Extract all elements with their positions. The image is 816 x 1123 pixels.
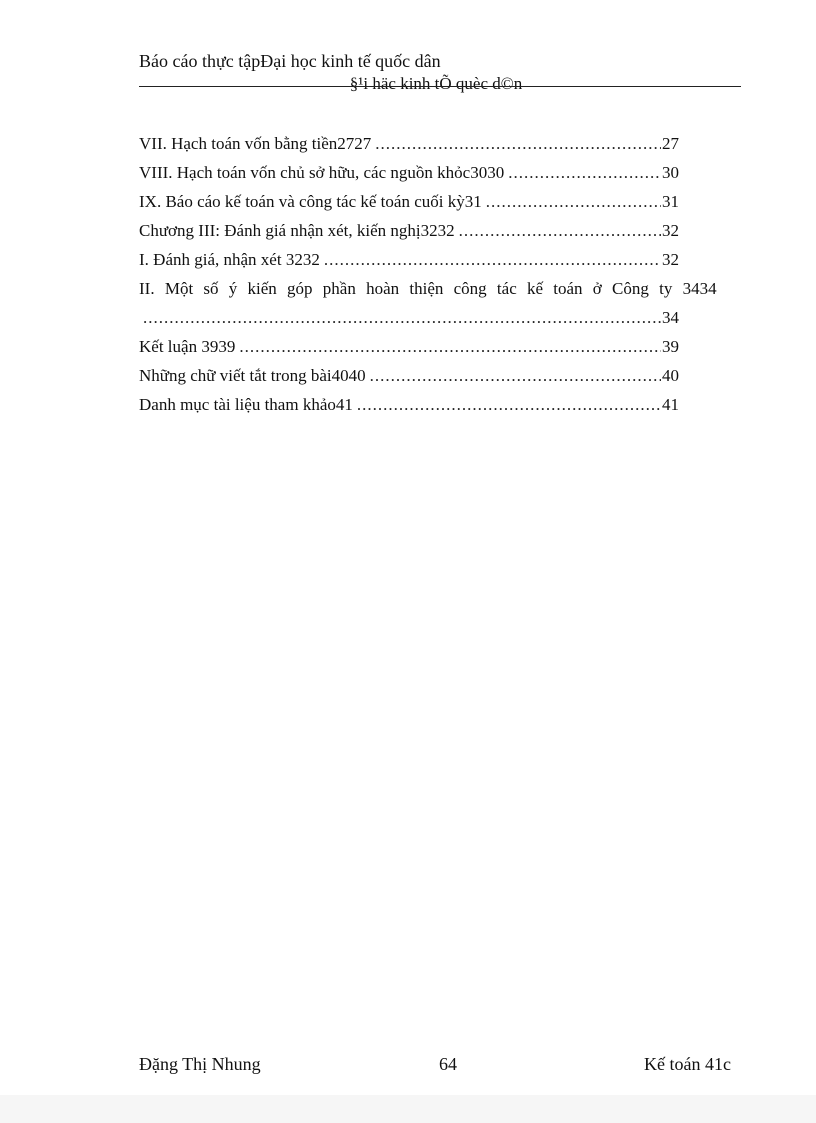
toc-entry-title: IX. Báo cáo kế toán và công tác kế toán cuối kỳ31	[139, 192, 482, 211]
footer-class-name: Kế toán 41c	[644, 1054, 731, 1074]
toc-leader-dots	[324, 249, 661, 271]
toc-entry-title: Chương III: Đánh giá nhận xét, kiến nghị3232	[139, 221, 455, 240]
toc-entry	[139, 191, 679, 220]
toc-entry-title: Kết luận 3939	[139, 337, 236, 356]
toc-entry-page: 31	[662, 192, 679, 211]
toc-entry-page: 32	[662, 221, 679, 240]
toc-entry	[139, 249, 679, 278]
toc-leader-dots	[239, 336, 661, 358]
header-divider	[139, 86, 741, 87]
toc-entry	[139, 394, 679, 423]
toc-leader-dots	[459, 220, 661, 242]
toc-entry-title: I. Đánh giá, nhận xét 3232	[139, 250, 320, 269]
toc-leader-dots	[486, 191, 661, 213]
toc-entry-title: Danh mục tài liệu tham khảo41	[139, 395, 353, 414]
toc-entry-page: 34	[662, 308, 679, 327]
toc-entry	[139, 365, 679, 394]
toc-entry	[139, 336, 679, 365]
toc-entry-title: VII. Hạch toán vốn bằng tiền2727	[139, 134, 372, 153]
header-subtitle	[0, 73, 816, 95]
toc-leader-dots	[370, 365, 661, 387]
page-bottom-margin	[0, 1095, 816, 1123]
header-title: Báo cáo thực tậpĐại học kinh tế quốc dân	[139, 51, 441, 71]
toc-entry-title: VIII. Hạch toán vốn chủ sở hữu, các nguồn khỏc3030	[139, 163, 505, 182]
toc-leader-dots	[375, 133, 661, 155]
footer-page-number: 64	[439, 1054, 457, 1074]
toc-entry-long-title	[139, 278, 741, 307]
toc-entry	[139, 162, 679, 191]
toc-entry	[139, 220, 679, 249]
page-footer	[139, 1053, 731, 1075]
toc-entry-page: 39	[662, 337, 679, 356]
table-of-contents	[139, 133, 717, 423]
toc-entry-page: 40	[662, 366, 679, 385]
toc-leader-dots	[357, 394, 661, 416]
footer-author: Đặng Thị Nhung	[139, 1054, 261, 1074]
toc-entry-page: 27	[662, 134, 679, 153]
toc-leader-dots	[508, 162, 661, 184]
toc-entry	[139, 133, 679, 162]
toc-entry-page: 41	[662, 395, 679, 414]
toc-entry-page: 32	[662, 250, 679, 269]
header-subtitle-text: §¹i häc kinh tÕ quèc d©n	[349, 74, 523, 93]
toc-entry-title: Những chữ viết tắt trong bài4040	[139, 366, 366, 385]
toc-entry-page: 30	[662, 163, 679, 182]
toc-entry-continuation	[139, 307, 679, 336]
toc-entry-title: II. Một số ý kiến góp phần hoàn thiện công tác kế toán ở Công ty 3434	[139, 279, 717, 298]
toc-leader-dots	[143, 307, 661, 329]
